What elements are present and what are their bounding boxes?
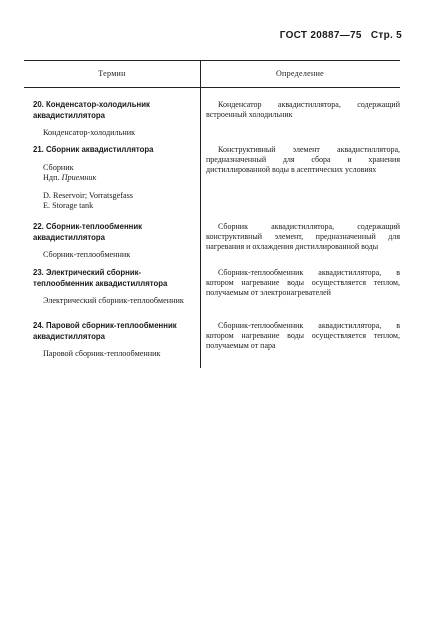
term-name: Электрический сборник-теплообменник аквадистиллятора — [33, 268, 168, 288]
term-cell — [33, 268, 198, 307]
term-cell — [33, 100, 198, 139]
term-number: 24. — [33, 321, 44, 330]
short-term-line: Электрический сборник-теплообменник — [43, 296, 184, 305]
term-name: Сборник аквадистиллятора — [46, 145, 154, 154]
short-term — [33, 128, 198, 139]
term-name: Конденсатор-холодильник аквадистиллятора — [33, 100, 150, 120]
term-cell — [33, 222, 198, 261]
term-name: Сборник-теплообменник аквадистиллятора — [33, 222, 143, 242]
term-cell — [33, 321, 198, 360]
term-cell — [33, 145, 198, 212]
short-term — [33, 250, 198, 261]
term-number: 21. — [33, 145, 44, 154]
column-header-term: Термин — [98, 69, 126, 78]
term-title — [33, 100, 198, 121]
short-term-line: Сборник — [43, 162, 74, 172]
foreign-equivalent-en: E. Storage tank — [43, 201, 94, 210]
definition-cell: Сборник аквадистиллятора, содержащий конструктивный элемент, предназначенный для нагревания и охлаждения дистиллированной воды — [206, 222, 400, 251]
definition-cell: Сборник-теплообменник аквадистиллятора, в котором нагревание воды осуществляется теплом, получаемым от пара — [206, 321, 400, 350]
synonym-prefix: Ндп. — [43, 173, 60, 182]
term-name: Паровой сборник-теплообменник аквадистиллятора — [33, 321, 177, 341]
column-header-definition: Определение — [275, 69, 325, 78]
short-term-line: Сборник-теплообменник — [43, 250, 131, 259]
term-number: 20. — [33, 100, 44, 109]
page-number: Стр. 5 — [370, 30, 402, 41]
synonym-term: Приемник — [61, 173, 97, 182]
table-header — [24, 60, 400, 88]
term-title — [33, 145, 198, 156]
column-divider-body — [200, 86, 201, 368]
short-term-line: Паровой сборник-теплообменник — [43, 349, 161, 358]
short-term — [33, 296, 198, 307]
short-term — [33, 349, 198, 360]
short-term-line: Конденсатор-холодильник — [43, 128, 136, 137]
definition-cell: Конструктивный элемент аквадистиллятора, предназначенный для сбора и хранения дистиллированной воды в асептических условиях — [206, 145, 400, 174]
foreign-equivalent-de: D. Reservoir; Vorratsgefass — [43, 190, 133, 200]
term-title — [33, 321, 198, 342]
term-title — [33, 268, 198, 289]
term-number: 22. — [33, 222, 44, 231]
definition-cell: Сборник-теплообменник аквадистиллятора, в котором нагревание воды осуществляется теплом, получаемым от электронагревателей — [206, 268, 400, 297]
page-header — [280, 30, 402, 41]
term-number: 23. — [33, 268, 44, 277]
standard-number: ГОСТ 20887—75 — [279, 30, 362, 41]
short-term — [33, 163, 198, 212]
definition-cell: Конденсатор аквадистиллятора, содержащий встроенный холодильник — [206, 100, 400, 119]
term-title — [33, 222, 198, 243]
not-allowed-synonym — [43, 173, 198, 184]
